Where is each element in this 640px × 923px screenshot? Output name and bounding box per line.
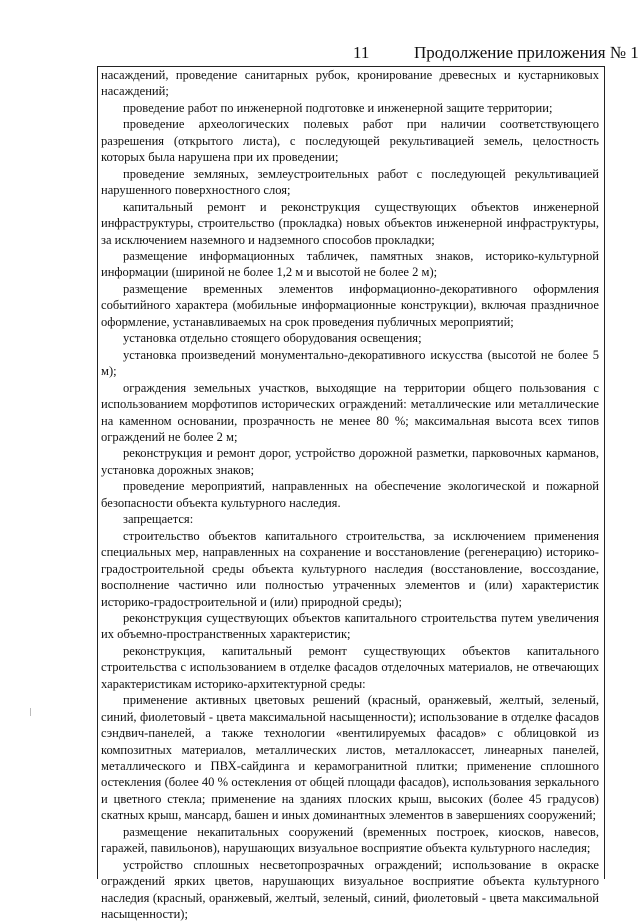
section-label-prohibited: запрещается: [123,512,194,527]
paragraph: капитальный ремонт и реконструкция существующих объектов инженерной инфраструктуры, строительство (прокладка) новых объектов инженерной инфраструктуры, за исключением наземного и надземного способов прокладки; [101,199,599,247]
paragraph: размещение временных элементов информационно-декоративного оформления событийного характера (мобильные информационные конструкции), включая праздничное оформление, устанавливаемых на срок проведения публичных мероприятий; [101,281,599,329]
paragraph: размещение некапитальных сооружений (временных построек, киосков, навесов, гаражей, павильонов), нарушающих визуальное восприятие объекта культурного наследия; [101,824,599,856]
document-body [101,67,599,923]
paragraph: проведение земляных, землеустроительных работ с последующей рекультивацией нарушенного поверхностного слоя; [101,166,599,198]
paragraph: установка произведений монументально-декоративного искусства (высотой не более 5 м); [101,347,599,379]
paragraph: реконструкция, капитальный ремонт существующих объектов капитального строительства с использованием в отделке фасадов отделочных материалов, не отвечающих характеристикам историко-архитектурной среды: [101,643,599,691]
paragraph: установка отдельно стоящего оборудования освещения; [123,331,422,346]
paragraph: проведение работ по инженерной подготовке и инженерной защите территории; [123,100,553,115]
scan-mark [30,708,31,716]
paragraph: устройство сплошных несветопрозрачных ограждений; использование в окраске ограждений ярких цветов, нарушающих визуальное восприятие объекта культурного наследия (красный, оранжевый, желтый, зеленый, синий, фиолетовый - цвета максимальной насыщенности); [101,857,599,922]
appendix-continuation-label: Продолжение приложения № 1 [414,43,639,62]
paragraph: размещение информационных табличек, памятных знаков, историко-культурной информации (шириной не более 1,2 м и высотой не более 2 м); [101,248,599,280]
paragraph: проведение археологических полевых работ при наличии соответствующего разрешения (открытого листа), с последующей рекультивацией земель, целостность которых была нарушена при их проведении; [101,117,599,165]
page-number: 11 [353,43,370,62]
paragraph: реконструкция и ремонт дорог, устройство дорожной разметки, парковочных карманов, установка дорожных знаков; [101,446,599,477]
paragraph: строительство объектов капитального строительства, за исключением применения специальных мер, направленных на сохранение и восстановление (регенерацию) историко-градостроительной среды объекта культурного наследия (восстановление, воссоздание, восполнение частично или полностью утраченных элементов и (или) характеристик историко-градостроительной и (или) природной среды); [101,528,599,609]
paragraph: применение активных цветовых решений (красный, оранжевый, желтый, зеленый, синий, фиолетовый - цвета максимальной насыщенности); использование в отделке фасадов сэндвич-панелей, а также технологии «вентилируемых фасадов» с облицовкой из композитных материалов, металлических листов, металлокассет, линеарных панелей, металлического и ПВХ-сайдинга и керамогранитной плитки; применение сплошного остекления (более 40 % остекления от общей площади фасадов), использования зеркального и цветного стекла; применение на зданиях плоских крыш, высоких (более 45 градусов) скатных крыш, мансард, башен и иных доминантных элементов в завершениях сооружений; [101,693,599,823]
paragraph: проведение мероприятий, направленных на обеспечение экологической и пожарной безопасности объекта культурного наследия. [101,479,599,510]
paragraph: насаждений, проведение санитарных рубок, кронирование древесных и кустарниковых насаждений; [101,68,599,99]
paragraph: реконструкция существующих объектов капитального строительства путем увеличения их объемно-пространственных характеристик; [101,610,599,642]
page-header [0,43,640,67]
paragraph: ограждения земельных участков, выходящие на территории общего пользования с использованием морфотипов исторических ограждений: металлические или металлические на каменном основании, прозрачность не менее 80 %; максимальная высота всех типов ограждений не более 2 м; [101,380,599,444]
